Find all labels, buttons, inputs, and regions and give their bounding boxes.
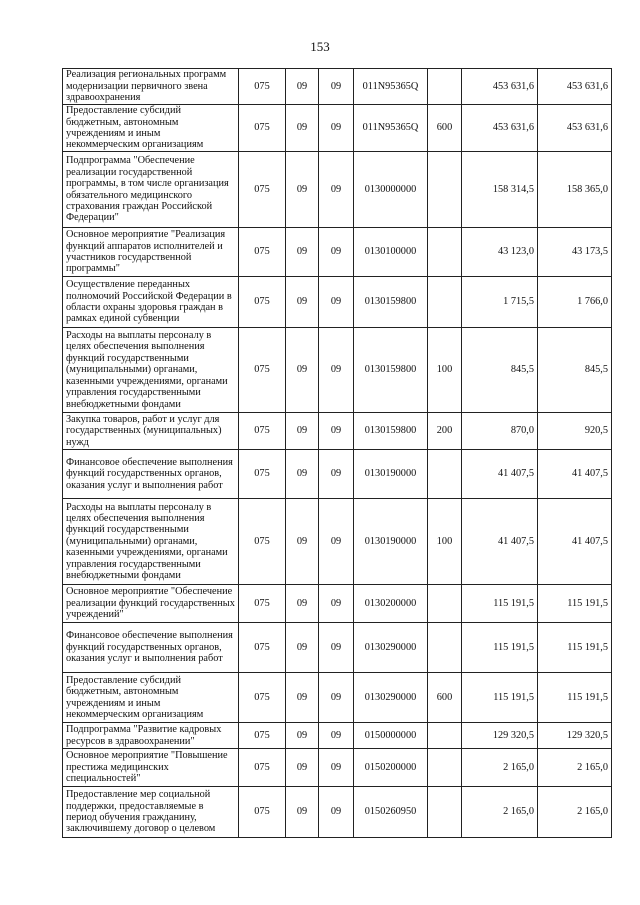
row-name: Предоставление субсидий бюджетным, автономным учреждениям и иным некоммерческим организациям	[63, 673, 239, 723]
ministry-code: 075	[239, 499, 286, 585]
section-code: 09	[286, 105, 319, 152]
table-body	[63, 69, 612, 838]
section-code: 09	[286, 673, 319, 723]
row-name: Предоставление субсидий бюджетным, автономным учреждениям и иным некоммерческим организациям	[63, 105, 239, 152]
expense-type: 600	[428, 673, 462, 723]
section-code: 09	[286, 499, 319, 585]
table-row	[63, 623, 612, 673]
amount-2: 2 165,0	[538, 787, 612, 838]
ministry-code: 075	[239, 787, 286, 838]
amount-2: 41 407,5	[538, 450, 612, 499]
row-name: Основное мероприятие "Повышение престижа медицинских специальностей"	[63, 749, 239, 787]
target-article: 0130159800	[354, 413, 428, 450]
subsection-code: 09	[319, 152, 354, 228]
amount-2: 453 631,6	[538, 69, 612, 105]
ministry-code: 075	[239, 623, 286, 673]
table-row	[63, 152, 612, 228]
target-article: 0130190000	[354, 450, 428, 499]
target-article: 0130159800	[354, 328, 428, 413]
section-code: 09	[286, 787, 319, 838]
table-row	[63, 749, 612, 787]
row-name: Основное мероприятие "Реализация функций аппаратов исполнителей и участников государственной программы"	[63, 228, 239, 277]
expense-type	[428, 228, 462, 277]
row-name: Закупка товаров, работ и услуг для государственных (муниципальных) нужд	[63, 413, 239, 450]
ministry-code: 075	[239, 749, 286, 787]
target-article: 0130290000	[354, 673, 428, 723]
ministry-code: 075	[239, 723, 286, 749]
page-number: 153	[310, 39, 330, 54]
amount-1: 129 320,5	[462, 723, 538, 749]
budget-table	[62, 68, 612, 838]
expense-type	[428, 277, 462, 328]
row-name: Основное мероприятие "Обеспечение реализации функций государственных учреждений"	[63, 585, 239, 623]
row-name: Расходы на выплаты персоналу в целях обеспечения выполнения функций государственными (муниципальными) органами, казенными учреждениями, органами управления государственными внебюджетными фондами	[63, 499, 239, 585]
table-row	[63, 585, 612, 623]
table-row	[63, 228, 612, 277]
target-article: 0130159800	[354, 277, 428, 328]
subsection-code: 09	[319, 69, 354, 105]
row-name: Финансовое обеспечение выполнения функций государственных органов, оказания услуг и выполнения работ	[63, 450, 239, 499]
ministry-code: 075	[239, 673, 286, 723]
subsection-code: 09	[319, 787, 354, 838]
section-code: 09	[286, 228, 319, 277]
table-row	[63, 450, 612, 499]
amount-1: 115 191,5	[462, 585, 538, 623]
section-code: 09	[286, 328, 319, 413]
row-name: Подпрограмма "Развитие кадровых ресурсов в здравоохранении"	[63, 723, 239, 749]
amount-2: 453 631,6	[538, 105, 612, 152]
amount-1: 2 165,0	[462, 787, 538, 838]
subsection-code: 09	[319, 673, 354, 723]
ministry-code: 075	[239, 277, 286, 328]
expense-type	[428, 450, 462, 499]
amount-2: 129 320,5	[538, 723, 612, 749]
amount-2: 920,5	[538, 413, 612, 450]
amount-1: 41 407,5	[462, 499, 538, 585]
subsection-code: 09	[319, 623, 354, 673]
table-row	[63, 499, 612, 585]
section-code: 09	[286, 623, 319, 673]
subsection-code: 09	[319, 105, 354, 152]
target-article: 0130190000	[354, 499, 428, 585]
amount-2: 845,5	[538, 328, 612, 413]
ministry-code: 075	[239, 450, 286, 499]
subsection-code: 09	[319, 723, 354, 749]
amount-1: 158 314,5	[462, 152, 538, 228]
section-code: 09	[286, 585, 319, 623]
amount-1: 115 191,5	[462, 673, 538, 723]
table-row	[63, 105, 612, 152]
ministry-code: 075	[239, 69, 286, 105]
expense-type	[428, 749, 462, 787]
target-article: 011N95365Q	[354, 105, 428, 152]
table-row	[63, 723, 612, 749]
table-row	[63, 413, 612, 450]
expense-type: 200	[428, 413, 462, 450]
amount-2: 1 766,0	[538, 277, 612, 328]
section-code: 09	[286, 413, 319, 450]
expense-type: 600	[428, 105, 462, 152]
expense-type: 100	[428, 328, 462, 413]
amount-1: 43 123,0	[462, 228, 538, 277]
expense-type	[428, 585, 462, 623]
amount-1: 1 715,5	[462, 277, 538, 328]
expense-type	[428, 623, 462, 673]
target-article: 011N95365Q	[354, 69, 428, 105]
expense-type	[428, 69, 462, 105]
expense-type	[428, 152, 462, 228]
amount-1: 453 631,6	[462, 69, 538, 105]
subsection-code: 09	[319, 499, 354, 585]
amount-2: 115 191,5	[538, 623, 612, 673]
target-article: 0150260950	[354, 787, 428, 838]
amount-2: 158 365,0	[538, 152, 612, 228]
amount-2: 43 173,5	[538, 228, 612, 277]
amount-1: 870,0	[462, 413, 538, 450]
row-name: Предоставление мер социальной поддержки, предоставляемые в период обучения гражданину, заключившему договор о целевом	[63, 787, 239, 838]
row-name: Реализация региональных программ модернизации первичного звена здравоохранения	[63, 69, 239, 105]
section-code: 09	[286, 277, 319, 328]
table-row	[63, 277, 612, 328]
target-article: 0130100000	[354, 228, 428, 277]
amount-1: 2 165,0	[462, 749, 538, 787]
amount-2: 41 407,5	[538, 499, 612, 585]
amount-1: 115 191,5	[462, 623, 538, 673]
expense-type	[428, 723, 462, 749]
section-code: 09	[286, 749, 319, 787]
ministry-code: 075	[239, 585, 286, 623]
amount-2: 115 191,5	[538, 585, 612, 623]
subsection-code: 09	[319, 277, 354, 328]
row-name: Подпрограмма "Обеспечение реализации государственной программы, в том числе организация обязательного медицинского страхования граждан Российской Федерации"	[63, 152, 239, 228]
target-article: 0130200000	[354, 585, 428, 623]
ministry-code: 075	[239, 105, 286, 152]
table-row	[63, 787, 612, 838]
section-code: 09	[286, 152, 319, 228]
subsection-code: 09	[319, 413, 354, 450]
table-row	[63, 328, 612, 413]
row-name: Осуществление переданных полномочий Российской Федерации в области охраны здоровья граждан в рамках единой субвенции	[63, 277, 239, 328]
section-code: 09	[286, 69, 319, 105]
ministry-code: 075	[239, 228, 286, 277]
row-name: Расходы на выплаты персоналу в целях обеспечения выполнения функций государственными (муниципальными) органами, казенными учреждениями, органами управления государственными внебюджетными фондами	[63, 328, 239, 413]
amount-2: 2 165,0	[538, 749, 612, 787]
amount-1: 845,5	[462, 328, 538, 413]
amount-1: 41 407,5	[462, 450, 538, 499]
subsection-code: 09	[319, 328, 354, 413]
subsection-code: 09	[319, 585, 354, 623]
target-article: 0150000000	[354, 723, 428, 749]
target-article: 0130290000	[354, 623, 428, 673]
ministry-code: 075	[239, 152, 286, 228]
table-row	[63, 69, 612, 105]
amount-1: 453 631,6	[462, 105, 538, 152]
ministry-code: 075	[239, 413, 286, 450]
row-name: Финансовое обеспечение выполнения функций государственных органов, оказания услуг и выполнения работ	[63, 623, 239, 673]
table-row	[63, 673, 612, 723]
amount-2: 115 191,5	[538, 673, 612, 723]
expense-type: 100	[428, 499, 462, 585]
section-code: 09	[286, 450, 319, 499]
section-code: 09	[286, 723, 319, 749]
subsection-code: 09	[319, 749, 354, 787]
expense-type	[428, 787, 462, 838]
ministry-code: 075	[239, 328, 286, 413]
subsection-code: 09	[319, 228, 354, 277]
subsection-code: 09	[319, 450, 354, 499]
target-article: 0150200000	[354, 749, 428, 787]
target-article: 0130000000	[354, 152, 428, 228]
